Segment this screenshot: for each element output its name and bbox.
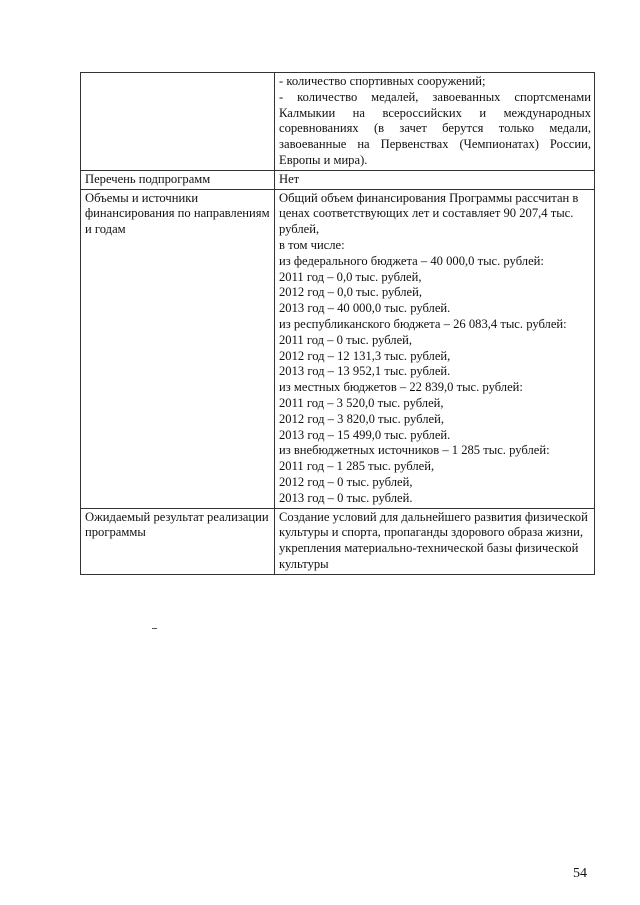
funding-line: 2013 год – 0 тыс. рублей.: [279, 490, 413, 505]
funding-line: 2013 год – 40 000,0 тыс. рублей.: [279, 301, 451, 316]
funding-line: 2011 год – 3 520,0 тыс. рублей,: [279, 395, 444, 410]
funding-line: 2013 год – 13 952,1 тыс. рублей.: [279, 364, 451, 379]
funding-line: 2013 год – 15 499,0 тыс. рублей.: [279, 427, 451, 442]
funding-line: 2011 год – 0 тыс. рублей,: [279, 332, 413, 347]
funding-line: из республиканского бюджета – 26 083,4 тыс. рублей:: [279, 316, 567, 331]
funding-line: 2012 год – 0 тыс. рублей,: [279, 474, 413, 489]
table-row: [81, 508, 595, 574]
funding-line: из внебюджетных источников – 1 285 тыс. рублей:: [279, 443, 550, 458]
expected-result-label: Ожидаемый результат реализации программы: [81, 508, 275, 574]
funding-label: Объемы и источники финансирования по направлениям и годам: [81, 189, 275, 508]
funding-line: 2011 год – 0,0 тыс. рублей,: [279, 269, 422, 284]
funding-line: 2012 год – 12 131,3 тыс. рублей,: [279, 348, 451, 363]
funding-line: из местных бюджетов – 22 839,0 тыс. рублей:: [279, 380, 523, 395]
stray-mark: [152, 628, 157, 629]
indicators-cell: [275, 73, 595, 171]
row-label-empty: [81, 73, 275, 171]
funding-line: из федерального бюджета – 40 000,0 тыс. рублей:: [279, 253, 544, 268]
subprograms-label: Перечень подпрограмм: [81, 170, 275, 189]
funding-intro: Общий объем финансирования Программы рассчитан в ценах соответствующих лет и составляет 90 207,4 тыс. рублей,: [279, 190, 579, 237]
funding-line: 2012 год – 3 820,0 тыс. рублей,: [279, 411, 445, 426]
indicator-item: - количество медалей, завоеванных спортсменами Калмыкии на всероссийских и международных соревнованиях (в зачет берутся только медали, завоеванные на Первенствах (Чемпионатах) России, Европы и мира).: [279, 89, 591, 167]
funding-line: 2012 год – 0,0 тыс. рублей,: [279, 285, 422, 300]
subprograms-value: Нет: [275, 170, 595, 189]
funding-line: 2011 год – 1 285 тыс. рублей,: [279, 459, 435, 474]
funding-line: в том числе:: [279, 237, 345, 252]
funding-cell: [275, 189, 595, 508]
program-passport-table: [80, 72, 595, 575]
indicator-item: - количество спортивных сооружений;: [279, 74, 486, 88]
table-row: [81, 73, 595, 171]
table-row: [81, 189, 595, 508]
page-number: 54: [573, 866, 587, 881]
table-row: [81, 170, 595, 189]
expected-result-value: Создание условий для дальнейшего развития физической культуры и спорта, пропаганды здорового образа жизни, укрепления материально-технической базы физической культуры: [275, 508, 595, 574]
